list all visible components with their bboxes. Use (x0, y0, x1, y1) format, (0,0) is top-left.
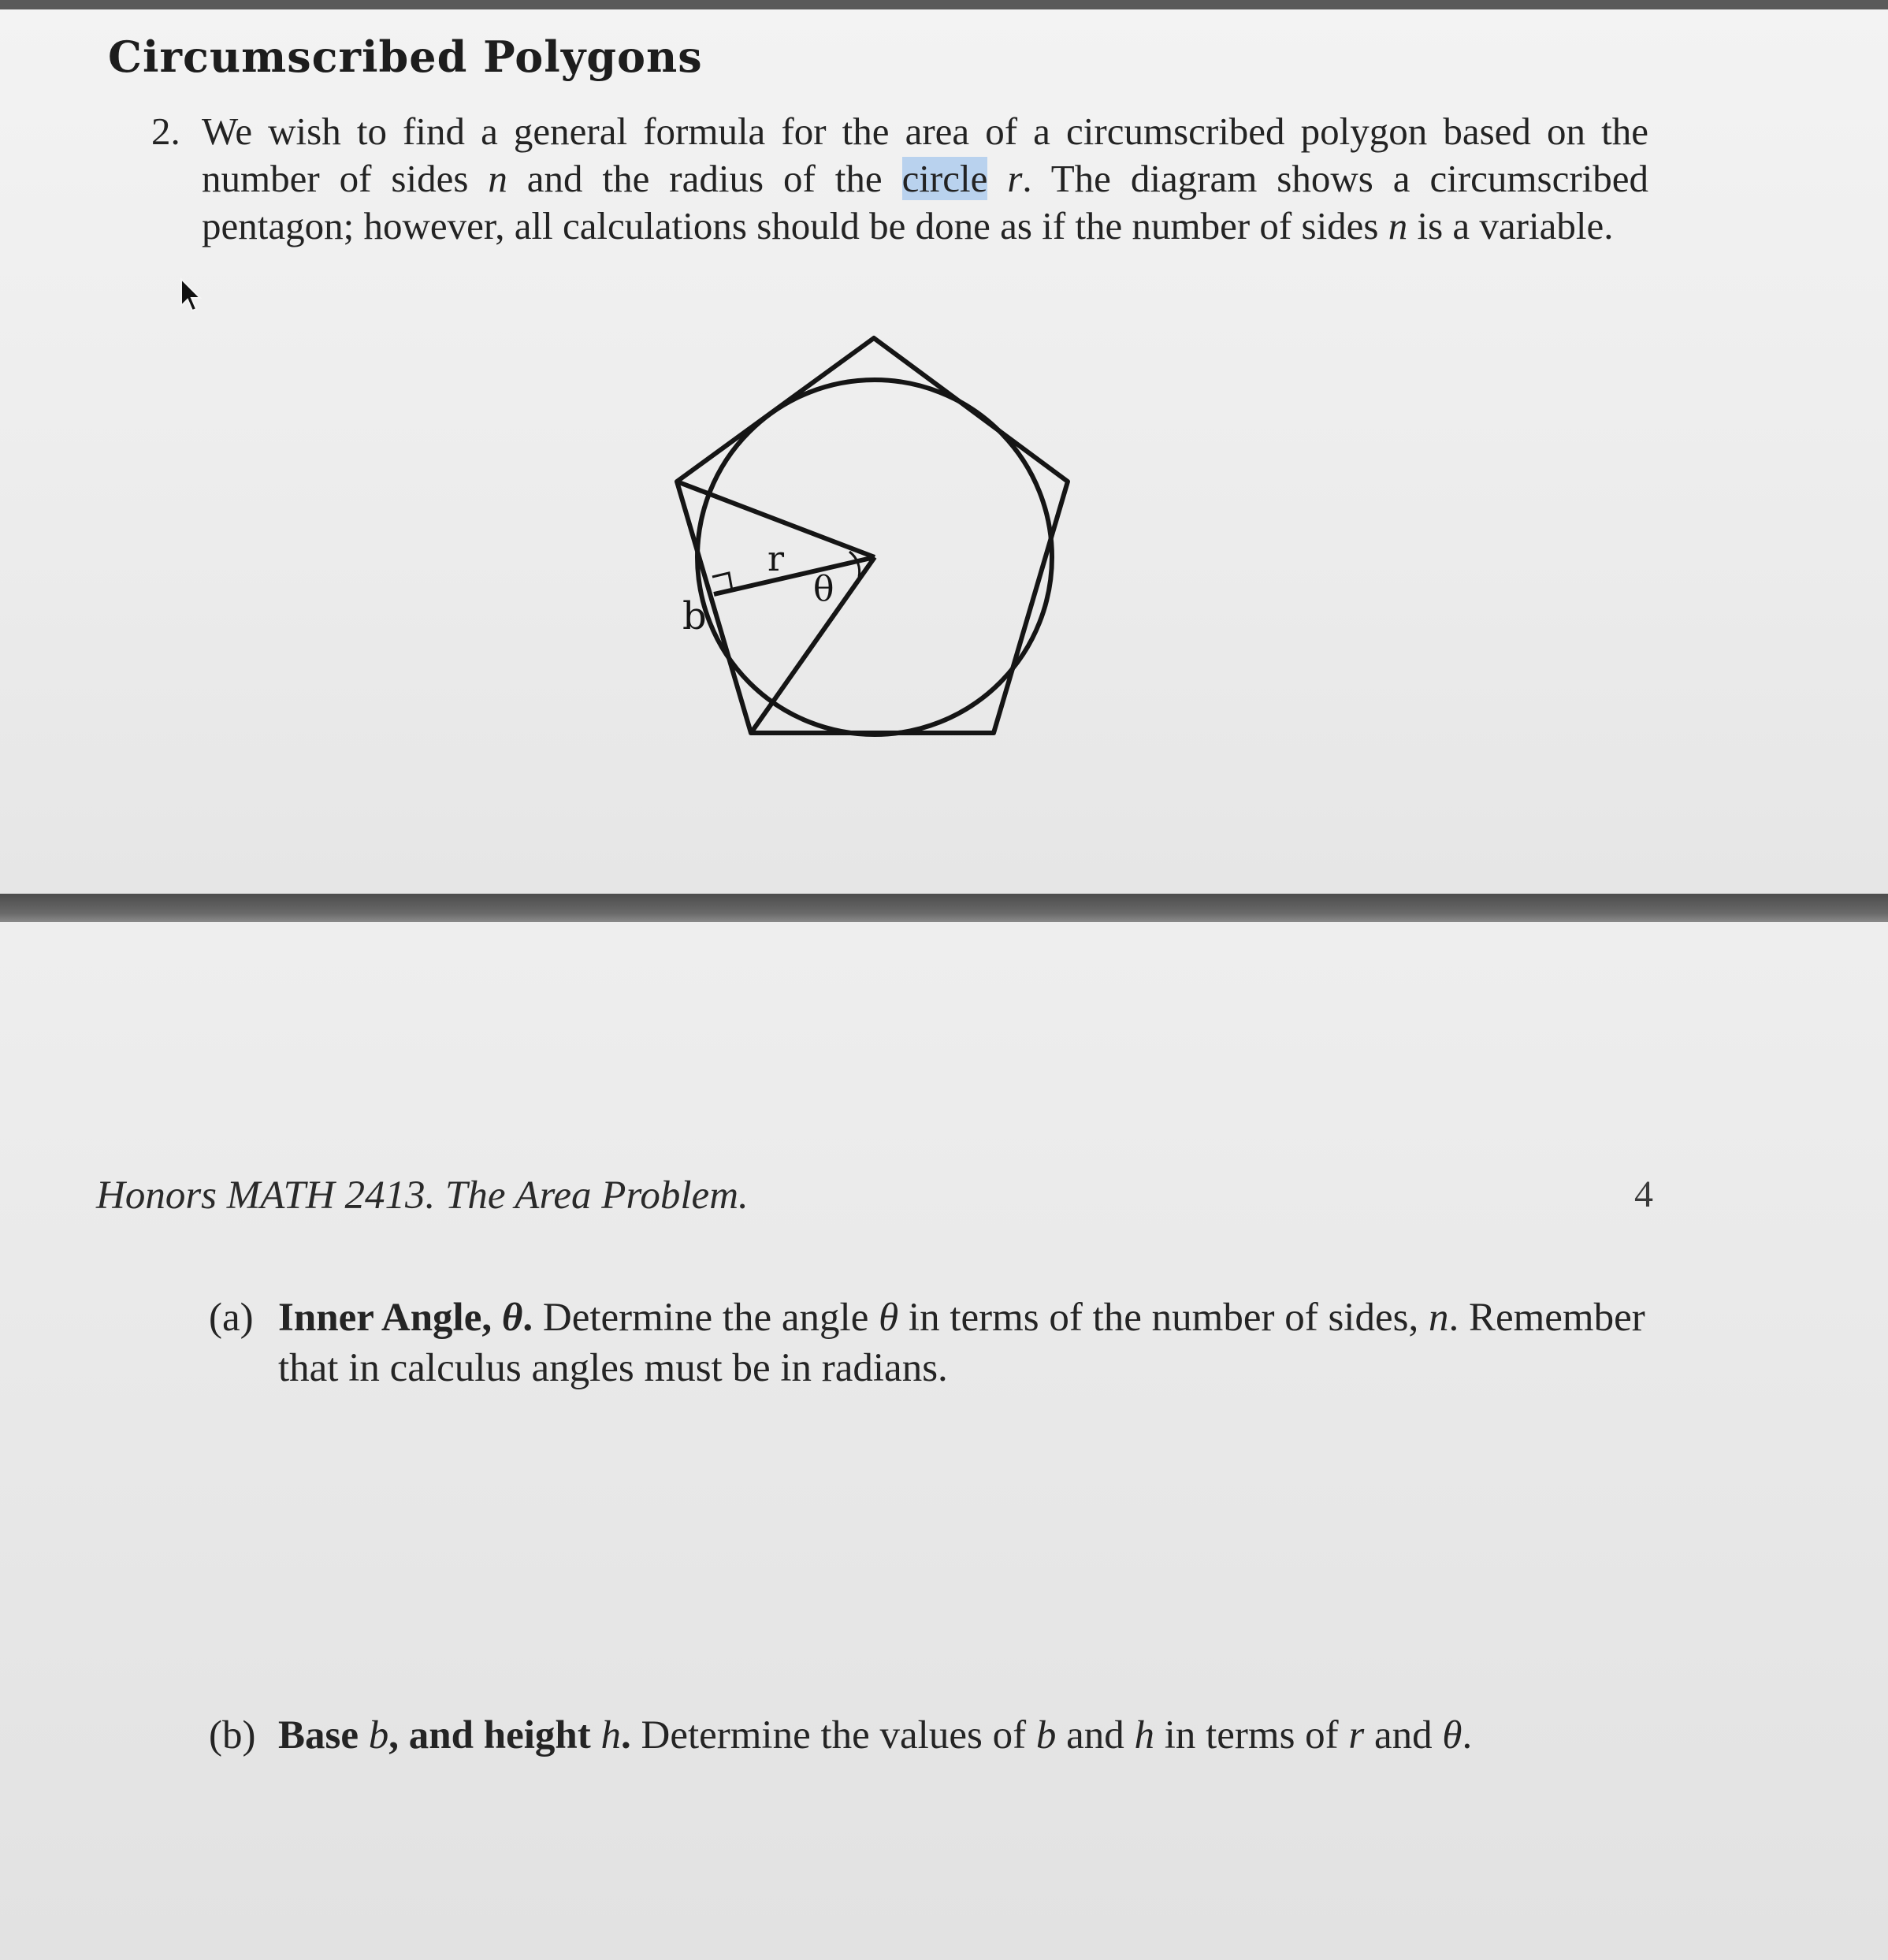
part-b-body: Determine the values of (630, 1713, 1036, 1757)
label-theta: θ (813, 569, 834, 609)
math-theta: θ (879, 1296, 899, 1340)
part-b-body: and (1364, 1713, 1443, 1757)
label-r: r (767, 539, 785, 579)
math-theta: θ (501, 1296, 523, 1340)
part-b-heading: , and height (388, 1713, 601, 1757)
page-number: 4 (1634, 1173, 1653, 1215)
part-a-heading: Inner Angle, (278, 1296, 492, 1340)
part-b-heading: Base (278, 1713, 369, 1757)
pdf-page-upper (0, 9, 1888, 894)
math-n: n (1388, 204, 1408, 247)
math-n: n (488, 157, 507, 200)
math-h: h (600, 1713, 621, 1757)
pdf-page-lower (0, 922, 1888, 1960)
part-a-body: . Remember that in calculus angles must be in radians. (278, 1296, 1645, 1390)
part-b-body: and (1056, 1713, 1135, 1757)
part-b-text (278, 1710, 1706, 1761)
problem-text: is a variable. (1407, 204, 1614, 247)
part-b (209, 1710, 1706, 1761)
mouse-pointer-icon (180, 277, 202, 312)
problem-2 (151, 108, 1648, 250)
part-a-label: (a) (209, 1296, 254, 1340)
right-angle-mark (712, 573, 732, 590)
math-b: b (368, 1713, 389, 1757)
math-b: b (1035, 1713, 1057, 1757)
part-a-body: in terms of the number of sides, (898, 1296, 1429, 1340)
math-theta: θ (1442, 1713, 1462, 1757)
selected-text-highlight[interactable]: circle (901, 157, 988, 200)
running-header-course: Honors MATH 2413. The Area Problem. (96, 1173, 749, 1218)
part-b-heading-end: . (621, 1713, 631, 1757)
problem-text: and the radius of the (507, 157, 902, 200)
part-a-body: Determine the angle (533, 1296, 879, 1340)
problem-text: We wish to find a general formula for the area of a circumscribed polygon based on the number of sides (202, 110, 1648, 200)
part-a-text (278, 1292, 1667, 1393)
page-separator (0, 894, 1888, 922)
part-a-heading-end: . (522, 1296, 533, 1340)
problem-text: . The diagram shows a circumscribed pentagon; however, all calculations should be done as if the number of sides (202, 157, 1649, 247)
part-b-body: . (1462, 1713, 1473, 1757)
part-b-label: (b) (209, 1713, 256, 1757)
problem-text (987, 157, 1007, 200)
math-h: h (1134, 1713, 1154, 1757)
part-a (209, 1292, 1667, 1393)
pentagon-diagram (646, 325, 1087, 750)
section-title: Circumscribed Polygons (108, 32, 703, 82)
problem-statement (202, 108, 1648, 250)
label-b: b (682, 594, 707, 638)
math-n: n (1428, 1296, 1449, 1340)
part-b-body: in terms of (1154, 1713, 1349, 1757)
window-top-edge (0, 0, 1888, 9)
math-r: r (1348, 1713, 1365, 1757)
problem-number: 2. (151, 110, 180, 153)
math-r: r (1007, 157, 1023, 200)
